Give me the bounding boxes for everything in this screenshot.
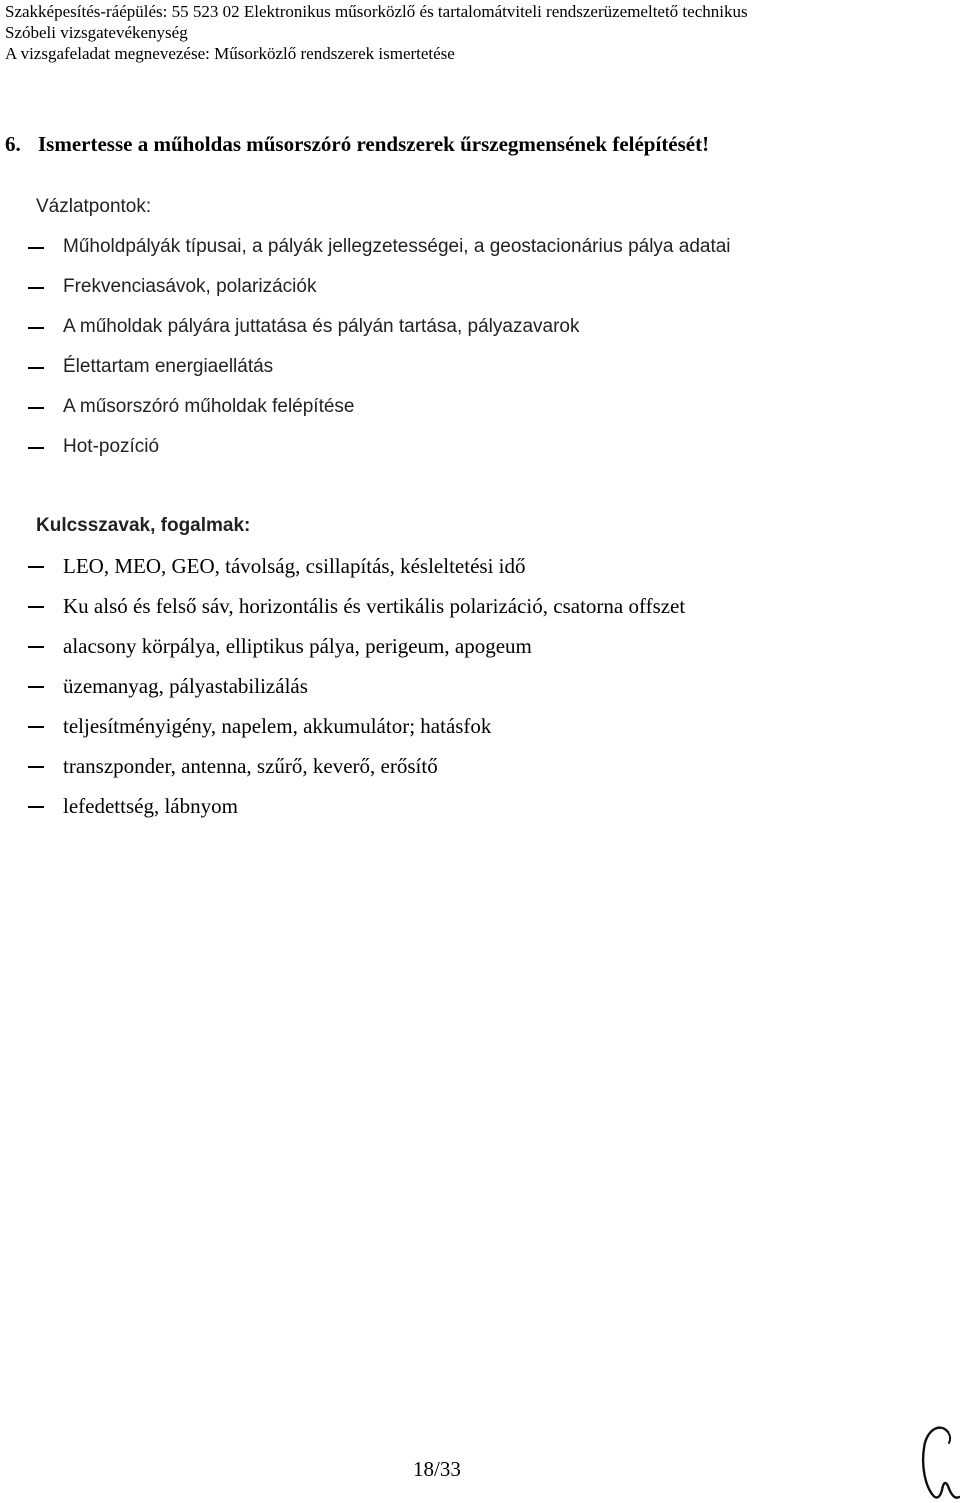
keyword-item-text: teljesítményigény, napelem, akkumulátor; hatásfok [63, 714, 492, 738]
dash-bullet [28, 646, 44, 648]
dash-bullet [28, 766, 44, 768]
header-qualification: Szakképesítés-ráépülés: 55 523 02 Elektronikus műsorközlő és tartalomátviteli rendszerüzemeltető technikus [5, 2, 748, 21]
dash-bullet [28, 606, 44, 608]
keywords-label: Kulcsszavak, fogalmak: [36, 515, 251, 536]
outline-item-text: A műsorszóró műholdak felépítése [63, 396, 355, 417]
question-text: Ismertesse a műholdas műsorszóró rendszerek űrszegmensének felépítését! [38, 132, 710, 156]
dash-bullet [28, 407, 44, 409]
outline-item-text: Frekvenciasávok, polarizációk [63, 276, 317, 297]
outline-label: Vázlatpontok: [36, 196, 152, 217]
dash-bullet [28, 447, 44, 449]
dash-bullet [28, 686, 44, 688]
outline-item-text: Élettartam energiaellátás [63, 356, 274, 377]
keyword-item-text: alacsony körpálya, elliptikus pálya, perigeum, apogeum [63, 634, 532, 658]
dash-bullet [28, 327, 44, 329]
dash-bullet [28, 566, 44, 568]
keyword-item-text: lefedettség, lábnyom [63, 794, 238, 818]
dash-bullet [28, 367, 44, 369]
question-number: 6. [5, 132, 21, 156]
header-exam-activity: Szóbeli vizsgatevékenység [5, 23, 188, 42]
dash-bullet [28, 726, 44, 728]
question-title [5, 131, 709, 157]
header-task-name: A vizsgafeladat megnevezése: Műsorközlő rendszerek ismertetése [5, 44, 455, 63]
dash-bullet [28, 287, 44, 289]
outline-item-text: Műholdpályák típusai, a pályák jellegzetességei, a geostacionárius pálya adatai [63, 236, 731, 257]
outline-item-text: A műholdak pályára juttatása és pályán tartása, pályazavarok [63, 316, 580, 337]
keyword-item-text: üzemanyag, pályastabilizálás [63, 674, 308, 698]
dash-bullet [28, 247, 44, 249]
dash-bullet [28, 806, 44, 808]
keyword-item-text: transzponder, antenna, szűrő, keverő, erősítő [63, 754, 438, 778]
handwritten-signature [912, 1420, 960, 1503]
page-number: 18/33 [413, 1457, 461, 1481]
outline-item-text: Hot-pozíció [63, 436, 160, 457]
keyword-item-text: Ku alsó és felső sáv, horizontális és vertikális polarizáció, csatorna offszet [63, 594, 686, 618]
document-header [5, 1, 748, 64]
keyword-item-text: LEO, MEO, GEO, távolság, csillapítás, késleltetési idő [63, 554, 526, 578]
